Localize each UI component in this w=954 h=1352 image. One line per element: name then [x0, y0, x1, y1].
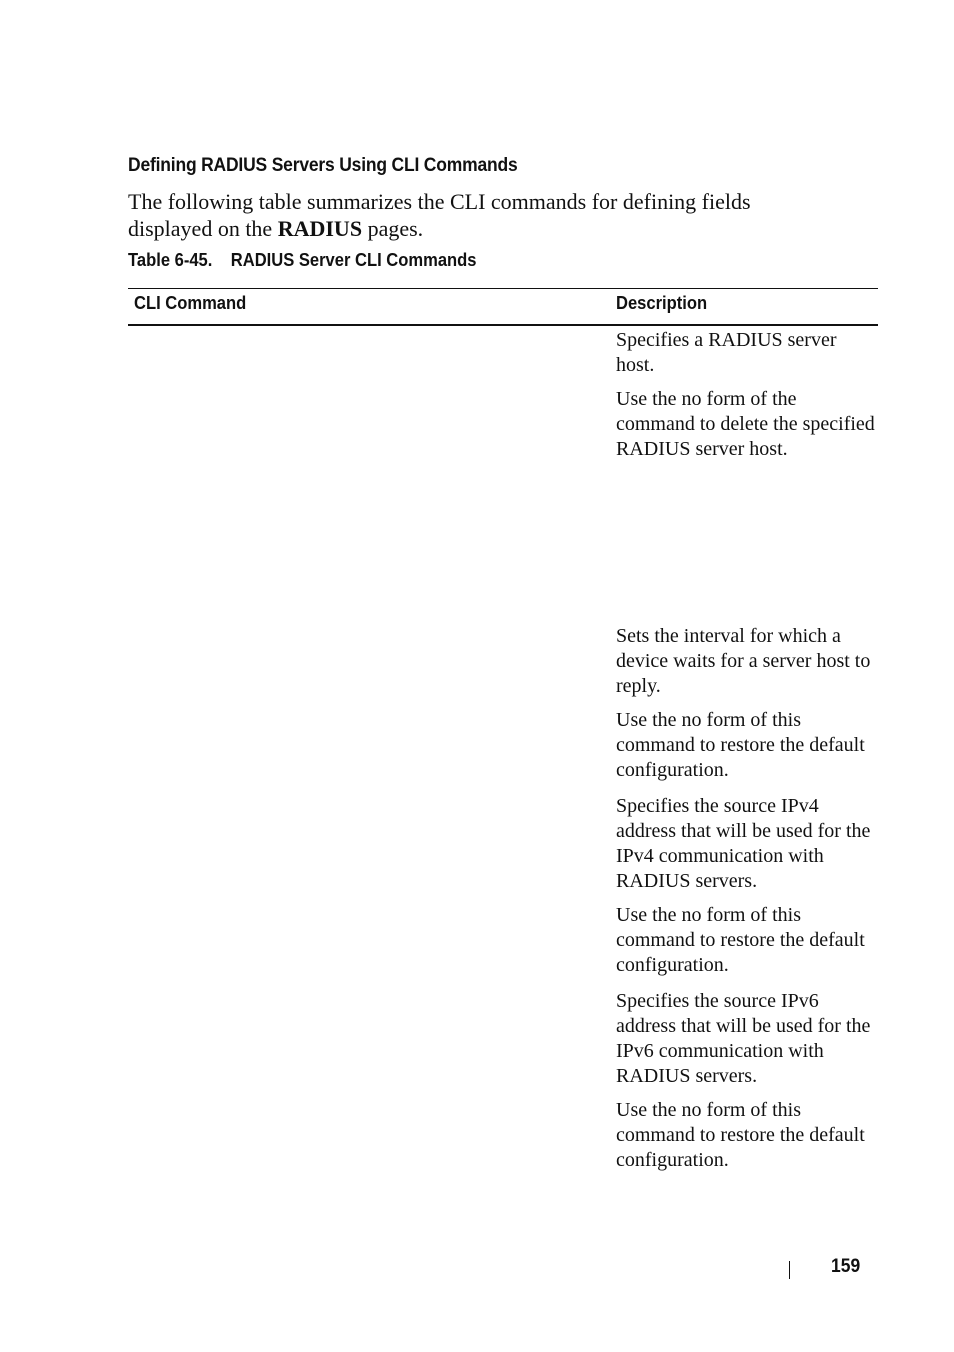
table-cell-description: Use the no form of this command to restore the default configuration. [616, 1099, 865, 1171]
intro-text: The following table summarizes the CLI commands for defining fields displayed on the [128, 189, 751, 241]
table-cell-description: Use the no form of this command to restore the default configuration. [616, 904, 865, 976]
page-number-separator [789, 1261, 790, 1279]
column-header-cli-command: CLI Command [134, 293, 247, 313]
table-cell-description: Use the no form of this command to restore the default configuration. [616, 709, 865, 781]
intro-paragraph [128, 188, 828, 242]
intro-bold-term: RADIUS [277, 216, 363, 241]
table-cell-description: Specifies the source IPv4 address that will be used for the IPv4 communication with RADIUS servers. [616, 795, 871, 892]
table-cell-description: Use the no form of the command to delete the specified RADIUS server host. [616, 388, 875, 460]
table-cell-description: Specifies the source IPv6 address that will be used for the IPv6 communication with RADIUS servers. [616, 990, 871, 1087]
column-header-description: Description [616, 293, 708, 313]
table-cell-description: Sets the interval for which a device waits for a server host to reply. [616, 625, 871, 697]
page-number: 159 [831, 1256, 861, 1277]
section-heading: Defining RADIUS Servers Using CLI Commands [128, 155, 518, 176]
intro-text-end: pages. [362, 216, 424, 241]
table-cell-description: Specifies a RADIUS server host. [616, 329, 837, 376]
table-top-rule [128, 288, 878, 289]
table-header-rule [128, 324, 878, 326]
table-caption: Table 6-45. RADIUS Server CLI Commands [128, 250, 477, 270]
